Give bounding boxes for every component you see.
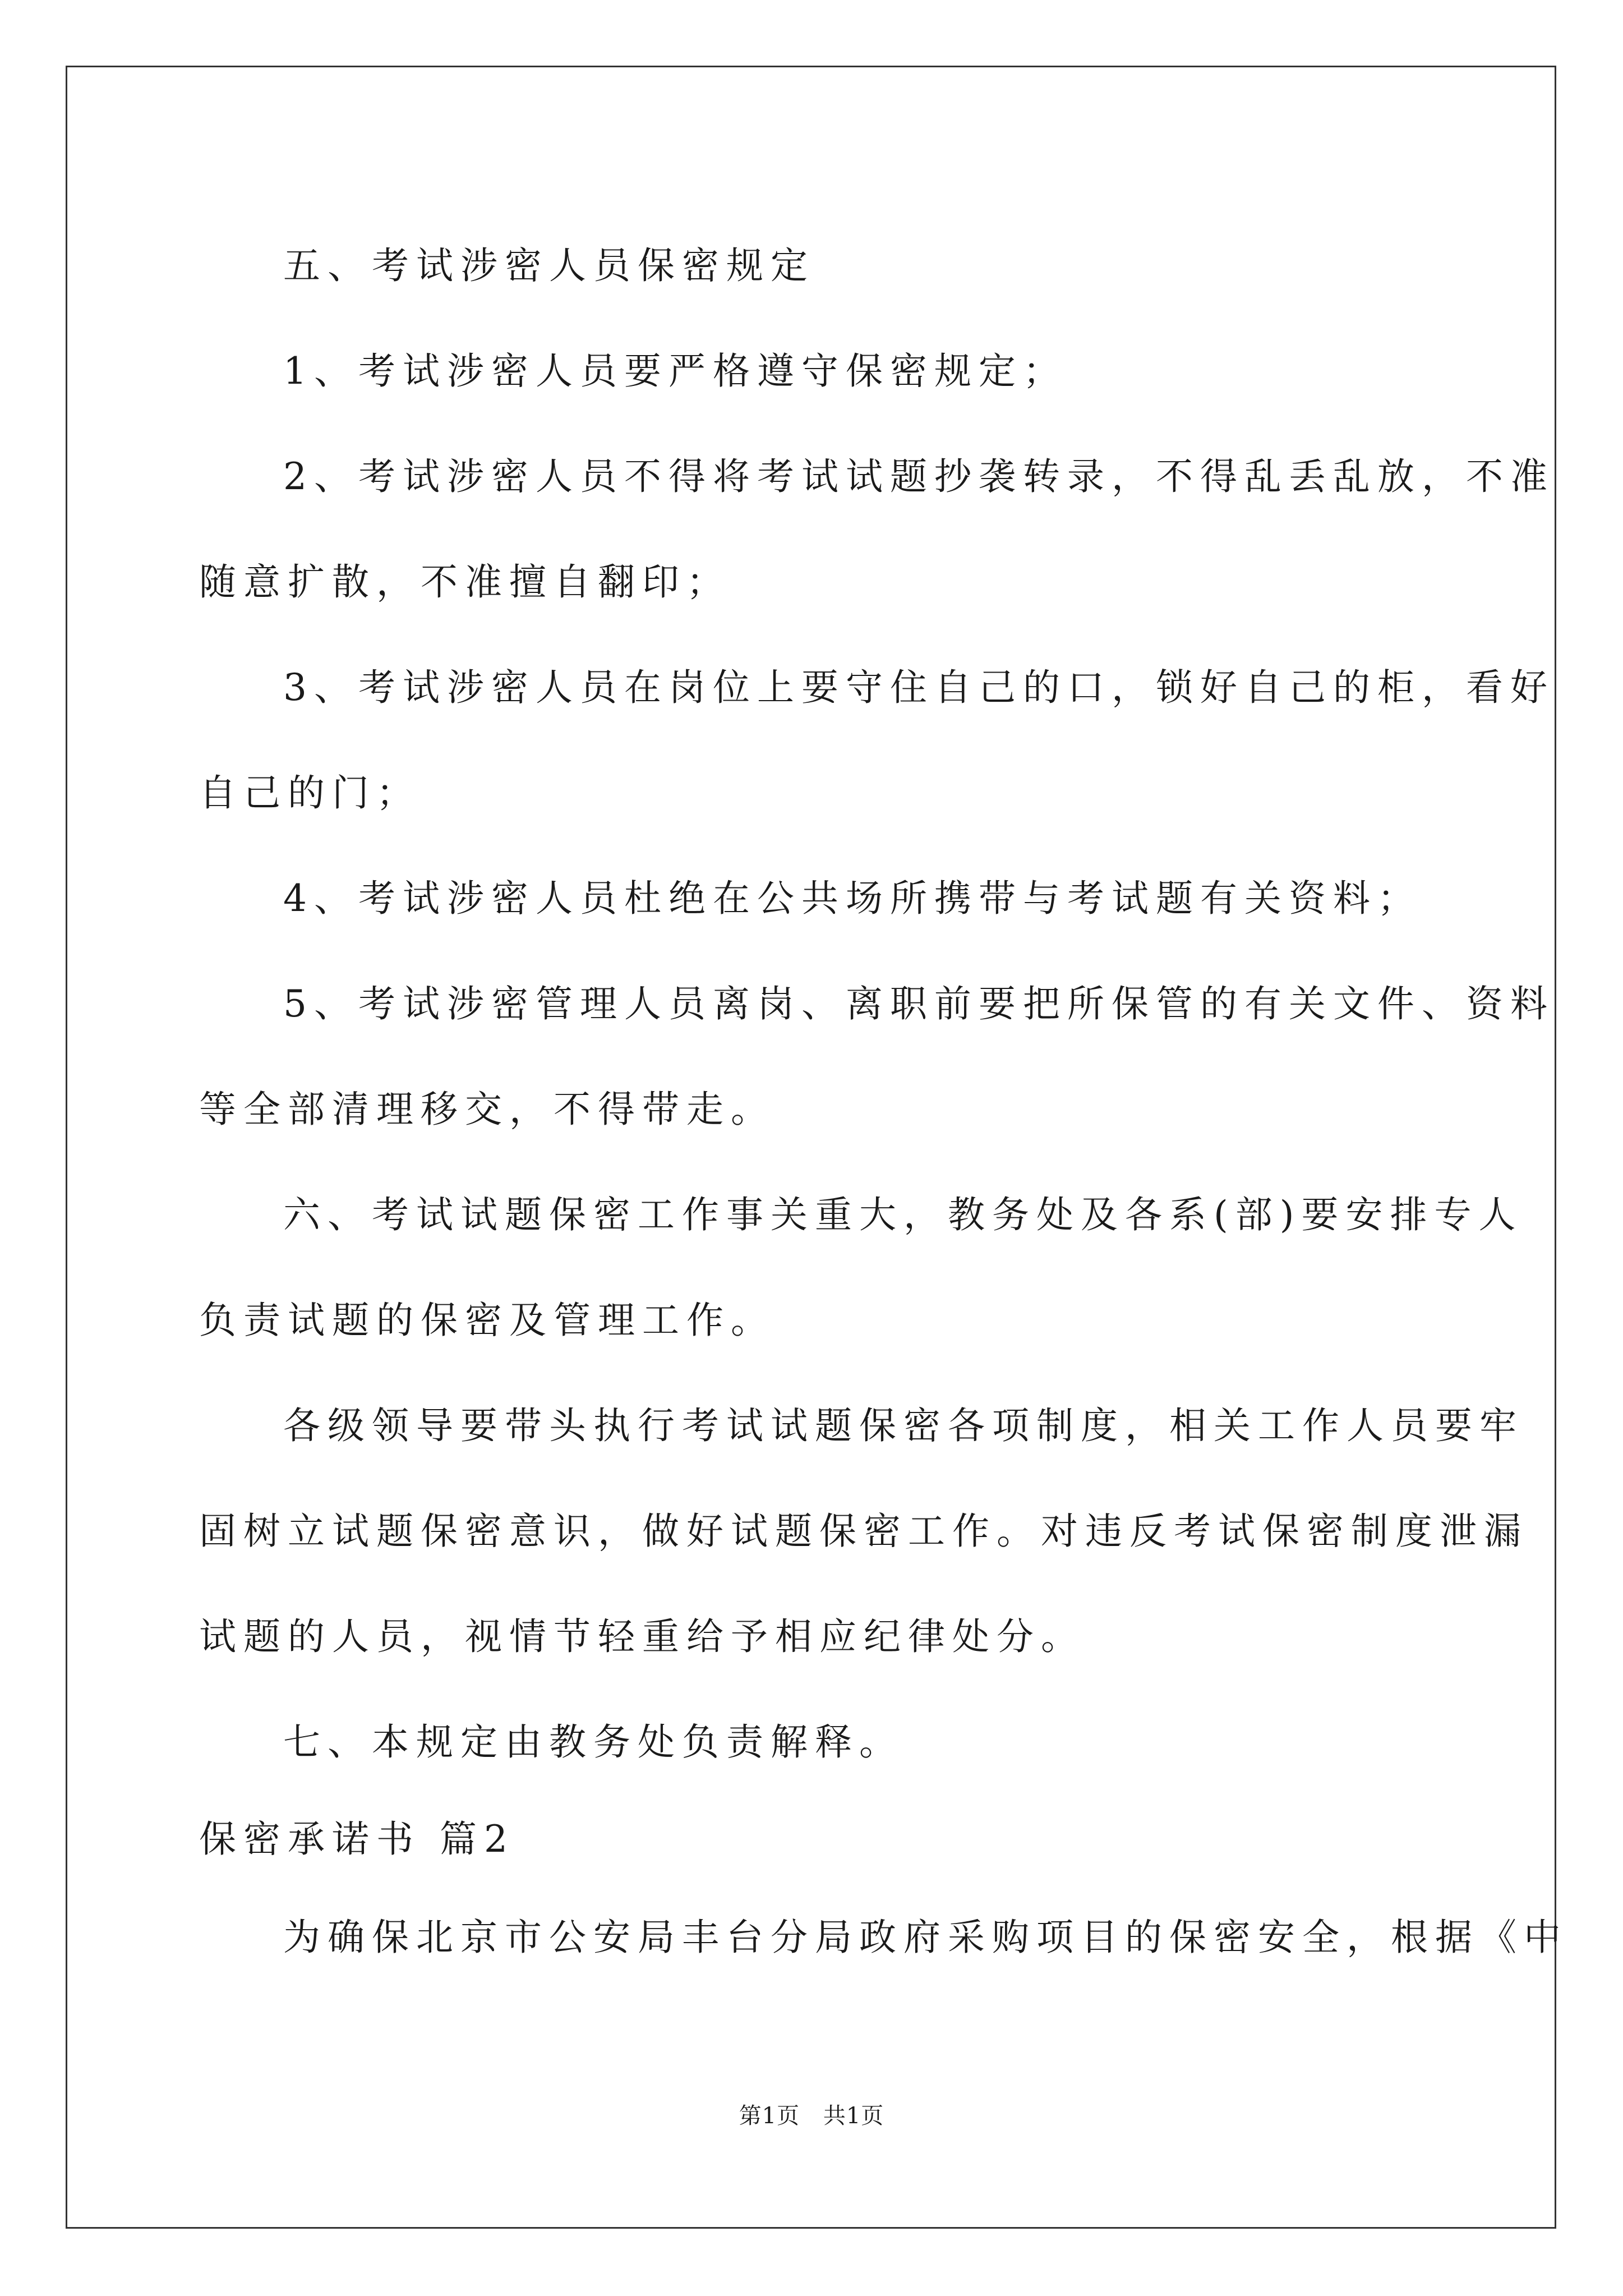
- section-5-title: 五、考试涉密人员保密规定: [283, 244, 815, 287]
- leaders-line-1: 各级领导要带头执行考试试题保密各项制度，相关工作人员要牢: [283, 1404, 1524, 1447]
- item-5-line-2: 等全部清理移交，不得带走。: [199, 1088, 775, 1131]
- item-3-line-2: 自己的门；: [199, 771, 421, 815]
- section-7: 七、本规定由教务处负责解释。: [283, 1720, 903, 1764]
- intro-paragraph: 为确保北京市公安局丰台分局政府采购项目的保密安全，根据《中: [283, 1916, 1568, 1959]
- item-2-line-2: 随意扩散，不准擅自翻印；: [199, 560, 731, 604]
- document-body: [199, 213, 1568, 1990]
- item-3-line-1: 3、考试涉密人员在岗位上要守住自己的口，锁好自己的柜，看好: [283, 666, 1555, 709]
- item-4: 4、考试涉密人员杜绝在公共场所携带与考试题有关资料；: [283, 877, 1422, 920]
- item-2-line-1: 2、考试涉密人员不得将考试试题抄袭转录，不得乱丢乱放，不准: [283, 455, 1555, 498]
- page-total: 共1页: [823, 2103, 884, 2129]
- section-6-line-1: 六、考试试题保密工作事关重大，教务处及各系(部)要安排专人: [283, 1193, 1523, 1236]
- item-5-line-1: 5、考试涉密管理人员离岗、离职前要把所保管的有关文件、资料: [283, 982, 1555, 1025]
- page-number: 第1页: [739, 2103, 800, 2129]
- leaders-line-2: 固树立试题保密意识，做好试题保密工作。对违反考试保密制度泄漏: [199, 1510, 1528, 1553]
- page-footer: [0, 2098, 1623, 2130]
- item-1: 1、考试涉密人员要严格遵守保密规定；: [283, 349, 1067, 393]
- leaders-line-3: 试题的人员，视情节轻重给予相应纪律处分。: [199, 1615, 1085, 1658]
- section-heading: 保密承诺书 篇2: [199, 1818, 515, 1861]
- section-6-line-2: 负责试题的保密及管理工作。: [199, 1299, 775, 1342]
